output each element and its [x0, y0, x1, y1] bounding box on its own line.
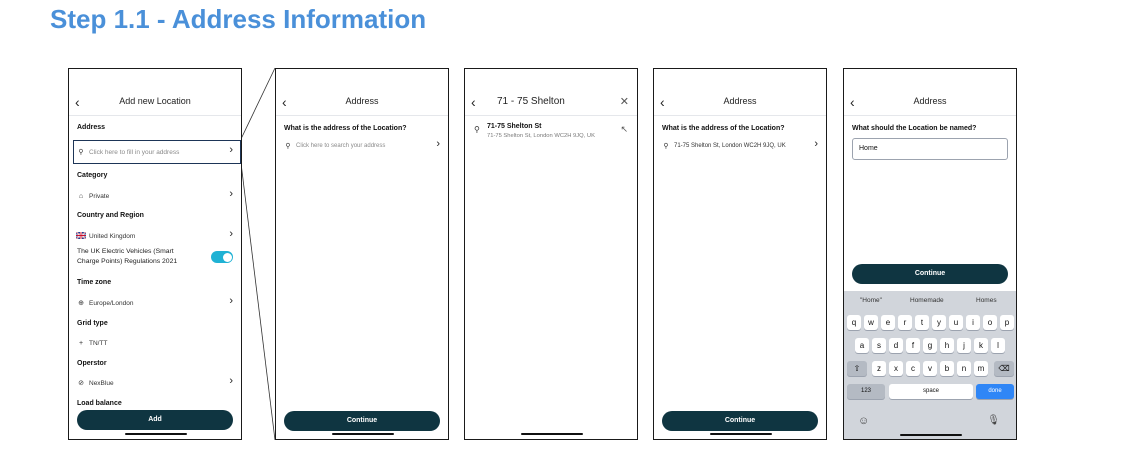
- emoji-icon[interactable]: ☺: [858, 415, 870, 427]
- grid-label: Grid type: [77, 320, 108, 327]
- phone-screen-location-name: [843, 68, 1017, 440]
- back-chevron-icon[interactable]: ‹: [660, 94, 665, 110]
- phone-screen-address-search: [464, 68, 638, 440]
- chevron-right-icon: ›: [229, 188, 233, 200]
- home-indicator: [521, 433, 583, 435]
- address-row[interactable]: [75, 145, 235, 159]
- key[interactable]: a: [855, 338, 869, 353]
- continue-button[interactable]: Continue: [852, 264, 1008, 284]
- suggestion-item[interactable]: Homes: [976, 297, 997, 304]
- address-placeholder: Click here to fill in your address: [89, 148, 180, 156]
- key[interactable]: b: [940, 361, 954, 376]
- divider: [844, 115, 1016, 116]
- backspace-icon[interactable]: ⌫: [994, 361, 1014, 376]
- chevron-right-icon: ›: [229, 228, 233, 240]
- phone-screen-add-location: [68, 68, 242, 440]
- continue-button[interactable]: Continue: [284, 411, 440, 431]
- key[interactable]: q: [847, 315, 861, 330]
- timezone-value: Europe/London: [89, 299, 134, 307]
- name-question: What should the Location be named?: [852, 125, 977, 132]
- header: [276, 94, 448, 112]
- search-placeholder: Click here to search your address: [296, 143, 386, 149]
- toggle-knob: [223, 253, 232, 262]
- category-value: Private: [89, 192, 110, 200]
- home-indicator: [332, 433, 394, 435]
- operator-row[interactable]: [75, 376, 235, 390]
- key[interactable]: z: [872, 361, 886, 376]
- home-indicator: [710, 433, 772, 435]
- load-balance-label: Load balance: [77, 400, 122, 407]
- operator-value: NexBlue: [89, 379, 114, 387]
- map-pin-icon: ⚲: [474, 125, 480, 134]
- regulation-line-1: The UK Electric Vehicles (Smart: [77, 248, 174, 255]
- phone-screen-address: [275, 68, 449, 440]
- search-header: [465, 94, 637, 112]
- done-key[interactable]: done: [976, 384, 1014, 399]
- keyboard-row-2: [844, 338, 1016, 355]
- chevron-right-icon: ›: [814, 138, 818, 150]
- back-chevron-icon[interactable]: ‹: [471, 94, 476, 110]
- address-question: What is the address of the Location?: [284, 125, 407, 132]
- back-chevron-icon[interactable]: ‹: [850, 94, 855, 110]
- key[interactable]: l: [991, 338, 1005, 353]
- header-title: Address: [913, 96, 947, 106]
- key[interactable]: s: [872, 338, 886, 353]
- suggestion-item[interactable]: Homemade: [910, 297, 944, 304]
- divider: [69, 115, 241, 116]
- address-label: Address: [77, 124, 106, 131]
- microphone-icon[interactable]: 🎙: [987, 415, 1000, 426]
- timezone-label: Time zone: [77, 279, 112, 286]
- key[interactable]: v: [923, 361, 937, 376]
- key[interactable]: e: [881, 315, 895, 330]
- key[interactable]: j: [957, 338, 971, 353]
- selected-address: 71-75 Shelton St, London WC2H 9JQ, UK: [674, 143, 786, 149]
- country-value: United Kingdom: [89, 232, 136, 240]
- key[interactable]: r: [898, 315, 912, 330]
- back-chevron-icon[interactable]: ‹: [75, 94, 80, 110]
- regulation-line-2: Charge Points) Regulations 2021: [77, 258, 178, 265]
- key[interactable]: g: [923, 338, 937, 353]
- key[interactable]: t: [915, 315, 929, 330]
- key[interactable]: c: [906, 361, 920, 376]
- suggestion-bar: [844, 295, 1016, 309]
- header-title: Address: [345, 96, 379, 106]
- key[interactable]: h: [940, 338, 954, 353]
- arrow-up-left-icon: ↖: [620, 124, 628, 134]
- key[interactable]: y: [932, 315, 946, 330]
- suggestion-item[interactable]: "Home": [860, 297, 882, 304]
- house-icon: ⌂: [78, 192, 84, 200]
- map-pin-icon: ⚲: [78, 149, 84, 156]
- keyboard-row-4: [844, 384, 1016, 401]
- location-name-input[interactable]: Home: [852, 138, 1008, 160]
- continue-button[interactable]: Continue: [662, 411, 818, 431]
- key[interactable]: u: [949, 315, 963, 330]
- grid-value: TN/TT: [89, 339, 108, 347]
- key[interactable]: p: [1000, 315, 1014, 330]
- plus-icon: +: [78, 339, 84, 347]
- chevron-right-icon: ›: [436, 138, 440, 150]
- category-label: Category: [77, 172, 108, 179]
- operator-label: Operstor: [77, 360, 107, 367]
- country-label: Country and Region: [77, 212, 144, 219]
- key[interactable]: i: [966, 315, 980, 330]
- regulation-text: [77, 247, 177, 267]
- address-question: What is the address of the Location?: [662, 125, 785, 132]
- selected-address-row[interactable]: [660, 139, 820, 153]
- key[interactable]: m: [974, 361, 988, 376]
- key[interactable]: d: [889, 338, 903, 353]
- key[interactable]: k: [974, 338, 988, 353]
- header: [844, 94, 1016, 112]
- key[interactable]: n: [957, 361, 971, 376]
- globe-icon: ⊕: [78, 300, 84, 307]
- timezone-row[interactable]: [75, 296, 235, 310]
- divider: [654, 115, 826, 116]
- search-input[interactable]: 71 - 75 Shelton: [497, 96, 565, 107]
- keyboard-row-3: [844, 361, 1016, 378]
- divider: [276, 115, 448, 116]
- header: [654, 94, 826, 112]
- numbers-key[interactable]: 123: [847, 384, 885, 399]
- key[interactable]: o: [983, 315, 997, 330]
- map-pin-icon: ⚲: [663, 143, 669, 150]
- header-title: Address: [723, 96, 757, 106]
- keyboard: [844, 291, 1016, 439]
- grid-row[interactable]: [75, 336, 235, 350]
- uk-flag-icon: [75, 232, 87, 241]
- close-icon[interactable]: ✕: [619, 96, 629, 108]
- result-subtitle: 71-75 Shelton St, London WC2H 9JQ, UK: [487, 133, 595, 139]
- home-indicator: [125, 433, 187, 435]
- keyboard-row-1: [844, 315, 1016, 332]
- key[interactable]: w: [864, 315, 878, 330]
- divider: [465, 115, 637, 116]
- circle-check-icon: ⊘: [78, 380, 84, 387]
- add-button[interactable]: Add: [77, 410, 233, 430]
- chevron-right-icon: ›: [229, 375, 233, 387]
- key[interactable]: f: [906, 338, 920, 353]
- chevron-right-icon: ›: [229, 144, 233, 156]
- result-title: 71-75 Shelton St: [487, 123, 542, 130]
- page-title: Step 1.1 - Address Information: [50, 4, 427, 34]
- map-pin-icon: ⚲: [285, 143, 291, 150]
- chevron-right-icon: ›: [229, 295, 233, 307]
- home-indicator: [900, 434, 962, 436]
- shift-icon[interactable]: ⇧: [847, 361, 867, 376]
- back-chevron-icon[interactable]: ‹: [282, 94, 287, 110]
- phone-screen-address-selected: [653, 68, 827, 440]
- category-row[interactable]: [75, 189, 235, 203]
- header-title: Add new Location: [119, 96, 191, 106]
- key[interactable]: x: [889, 361, 903, 376]
- address-search-row[interactable]: [282, 139, 442, 153]
- header: [69, 94, 241, 112]
- country-row[interactable]: [75, 229, 235, 243]
- space-key[interactable]: space: [889, 384, 973, 399]
- regulation-toggle[interactable]: [211, 251, 233, 263]
